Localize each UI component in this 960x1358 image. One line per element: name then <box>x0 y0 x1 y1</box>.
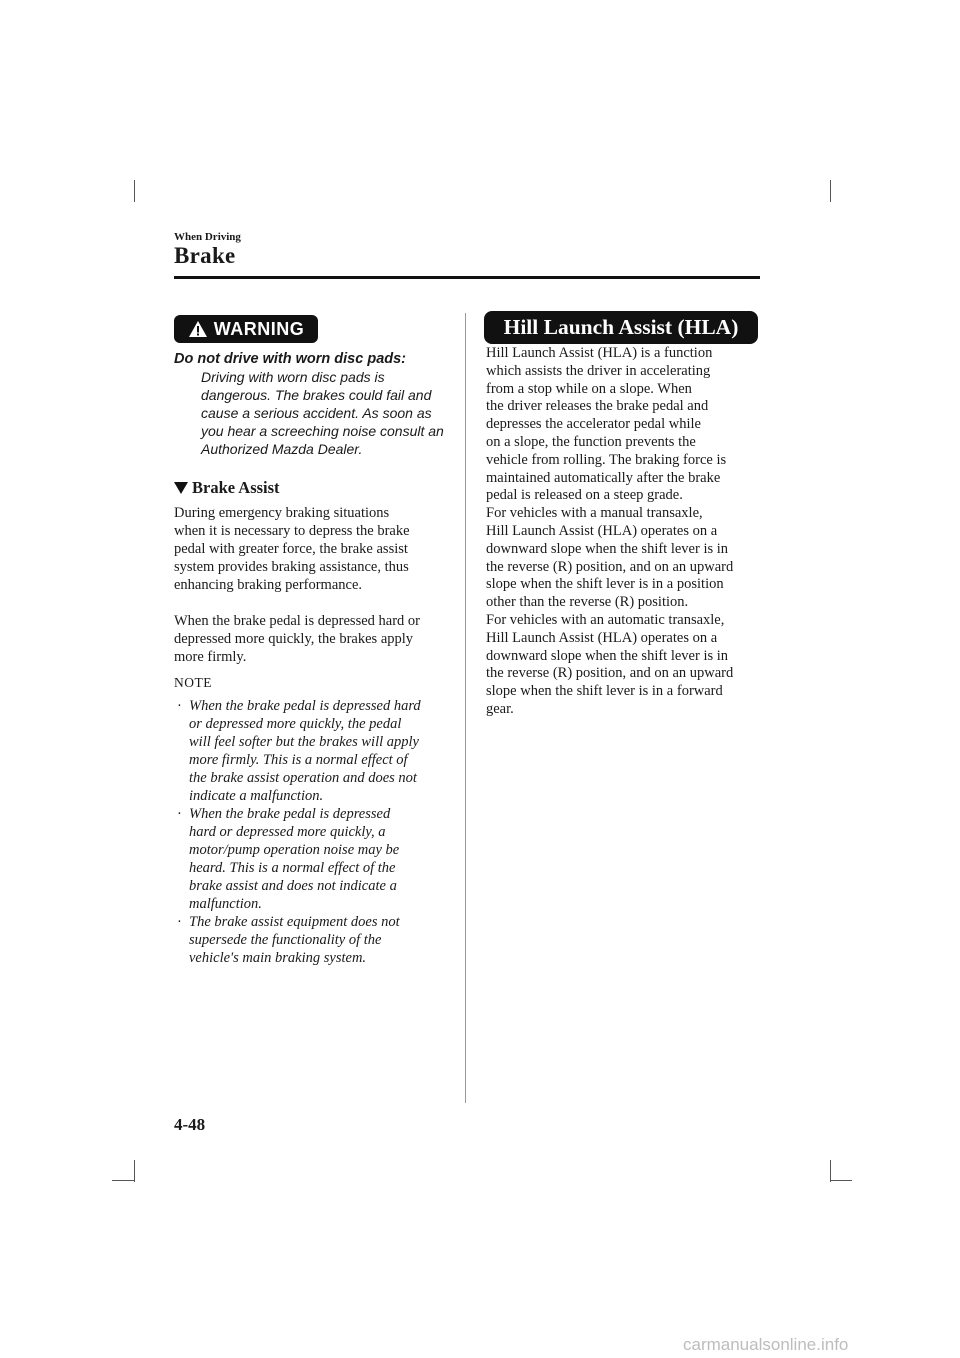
bullet-icon: · <box>177 806 182 822</box>
text-line: vehicle's main braking system. <box>189 950 367 966</box>
text-line: Driving with worn disc pads is <box>201 369 385 385</box>
text-line: system provides braking assistance, thus <box>174 559 409 575</box>
note-list <box>174 697 459 967</box>
text-line: downward slope when the shift lever is in <box>486 647 729 664</box>
text-line: supersede the functionality of the <box>189 932 382 948</box>
brake-assist-paragraph-2 <box>174 612 454 666</box>
section-title: Brake <box>174 243 236 268</box>
text-line: slope when the shift lever is in a forward <box>486 683 723 700</box>
crop-mark <box>830 180 831 202</box>
warning-badge <box>174 315 318 343</box>
text-line: Hill Launch Assist (HLA) operates on a <box>486 629 718 646</box>
text-line: more firmly. This is a normal effect of <box>189 752 408 768</box>
watermark: carmanualsonline.info <box>683 1335 849 1354</box>
text-line: other than the reverse (R) position. <box>486 594 689 611</box>
text-line: Hill Launch Assist (HLA) operates on a <box>486 522 718 539</box>
text-line: the reverse (R) position, and on an upward <box>486 558 734 575</box>
text-line: pedal with greater force, the brake assist <box>174 541 408 557</box>
text-line: During emergency braking situations <box>174 505 390 521</box>
crop-mark <box>134 180 135 202</box>
text-line: pedal is released on a steep grade. <box>486 487 683 504</box>
text-line: which assists the driver in accelerating <box>486 362 711 379</box>
text-line: vehicle from rolling. The braking force is <box>486 451 727 468</box>
crop-mark <box>134 1160 135 1182</box>
text-line: hard or depressed more quickly, a <box>189 824 386 840</box>
text-line: depressed more quickly, the brakes apply <box>174 631 414 647</box>
text-line: depresses the accelerator pedal while <box>486 416 701 433</box>
warning-icon <box>188 320 208 338</box>
warning-heading: Do not drive with worn disc pads: <box>174 351 407 367</box>
crop-mark <box>112 1180 134 1181</box>
text-line: Hill Launch Assist (HLA) is a function <box>486 345 713 361</box>
text-line: slope when the shift lever is in a position <box>486 576 724 593</box>
crop-mark <box>830 1160 831 1182</box>
warning-badge-label: WARNING <box>213 318 305 339</box>
list-item <box>174 805 459 913</box>
text-line: the reverse (R) position, and on an upward <box>486 665 734 682</box>
text-line: For vehicles with a manual transaxle, <box>486 505 703 522</box>
text-line: When the brake pedal is depressed hard or <box>174 613 420 629</box>
column-divider <box>465 313 466 1103</box>
list-item <box>174 697 459 805</box>
text-line: from a stop while on a slope. When <box>486 380 692 397</box>
text-line: indicate a malfunction. <box>189 788 324 804</box>
text-line: heard. This is a normal effect of the <box>189 860 396 876</box>
text-line: the driver releases the brake pedal and <box>486 398 709 415</box>
text-line: Authorized Mazda Dealer. <box>201 441 363 457</box>
text-line: more firmly. <box>174 649 247 665</box>
text-line: When the brake pedal is depressed hard <box>189 698 421 714</box>
text-line: motor/pump operation noise may be <box>189 842 400 858</box>
hla-section-banner: Hill Launch Assist (HLA) <box>484 311 758 344</box>
bullet-icon: · <box>177 914 182 930</box>
list-item <box>174 913 459 967</box>
brake-assist-paragraph-1 <box>174 504 454 594</box>
text-line: downward slope when the shift lever is in <box>486 540 729 557</box>
text-line: cause a serious accident. As soon as <box>201 405 432 421</box>
text-line: enhancing braking performance. <box>174 577 363 593</box>
warning-body <box>201 368 451 458</box>
section-label: When Driving <box>174 231 241 243</box>
text-line: malfunction. <box>189 896 262 912</box>
text-line: gear. <box>486 700 514 717</box>
page-number: 4-48 <box>174 1115 206 1134</box>
text-line: will feel softer but the brakes will apply <box>189 734 419 750</box>
brake-assist-heading <box>174 478 280 498</box>
hla-body <box>486 345 762 719</box>
text-line: or depressed more quickly, the pedal <box>189 716 402 732</box>
text-line: brake assist and does not indicate a <box>189 878 397 894</box>
brake-assist-heading-text: Brake Assist <box>192 478 280 497</box>
triangle-down-icon <box>174 482 188 494</box>
text-line: maintained automatically after the brake <box>486 469 721 486</box>
header-rule <box>174 276 760 279</box>
crop-mark <box>830 1180 852 1181</box>
text-line: the brake assist operation and does not <box>189 770 417 786</box>
text-line: on a slope, the function prevents the <box>486 433 696 450</box>
text-line: The brake assist equipment does not <box>189 914 400 930</box>
text-line: you hear a screeching noise consult an <box>201 423 444 439</box>
text-line: dangerous. The brakes could fail and <box>201 387 432 403</box>
text-line: when it is necessary to depress the brake <box>174 523 410 539</box>
note-label: NOTE <box>174 675 212 690</box>
text-line: When the brake pedal is depressed <box>189 806 391 822</box>
bullet-icon: · <box>177 698 182 714</box>
text-line: For vehicles with an automatic transaxle, <box>486 611 725 628</box>
